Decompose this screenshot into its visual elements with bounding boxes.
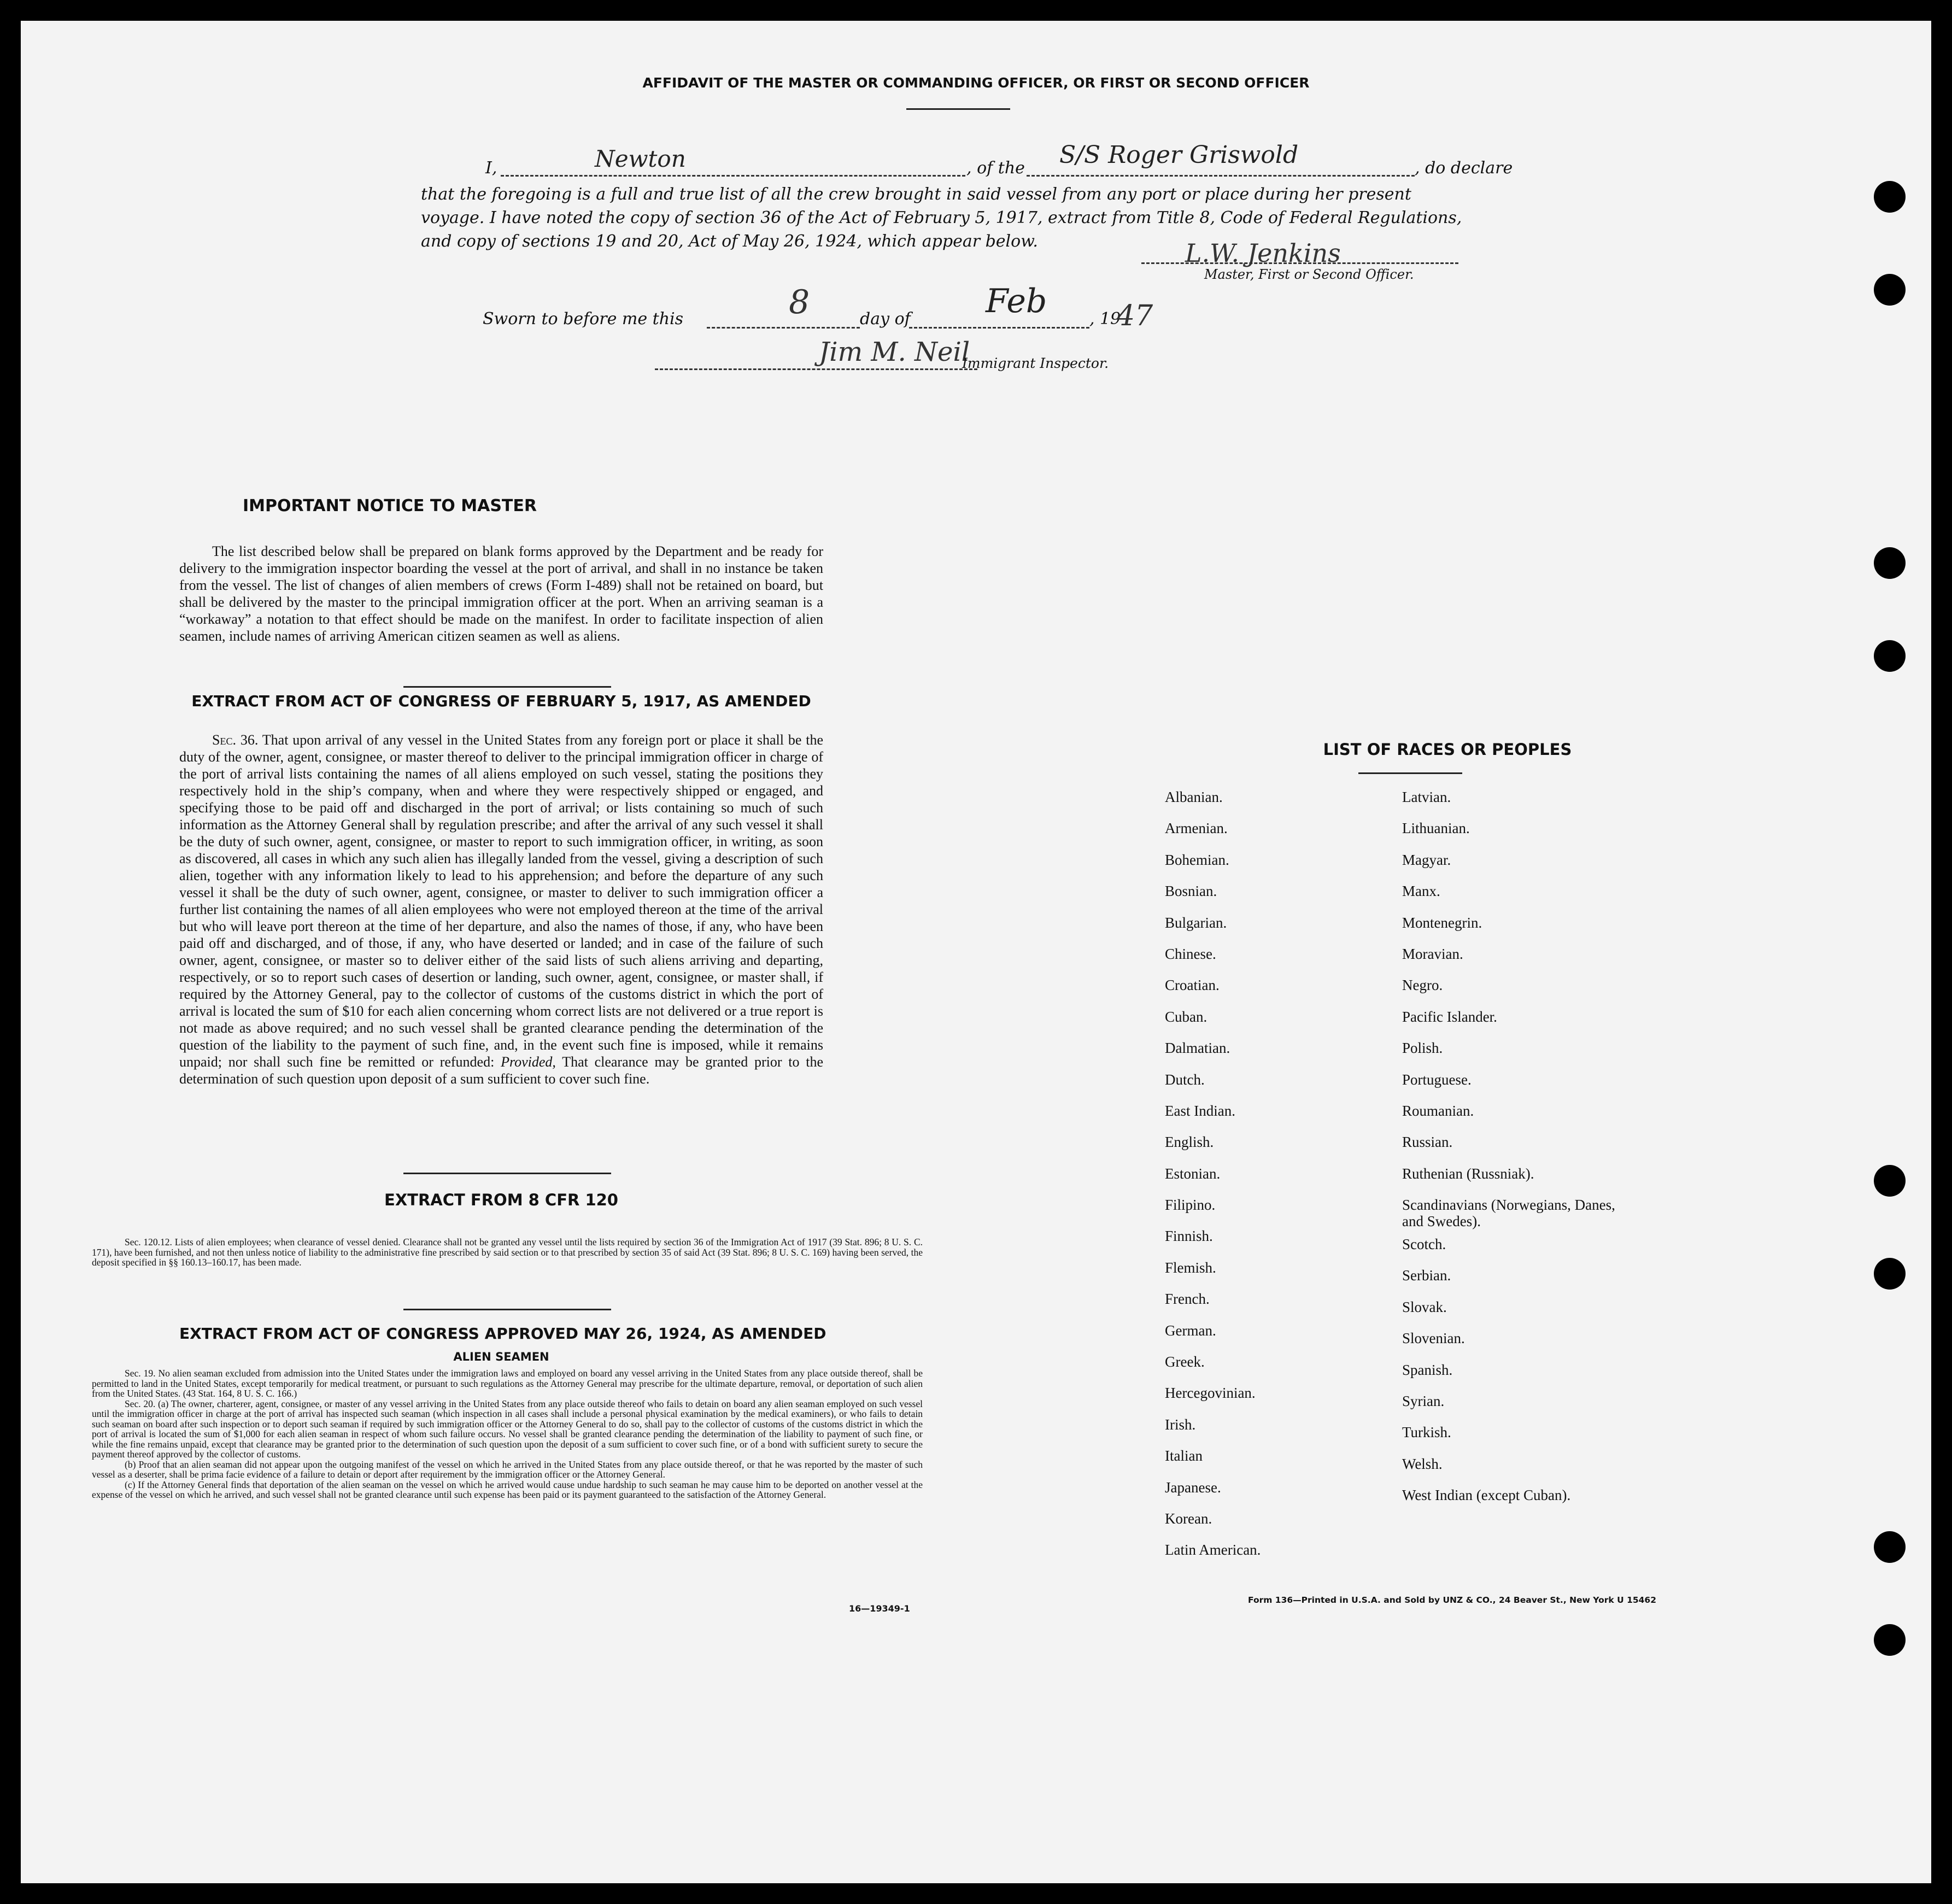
race-item: Ruthenian (Russniak). <box>1402 1165 1534 1182</box>
cfr-paragraph: Sec. 120.12. Lists of alien employees; when clearance of vessel denied. Clearance shall not be granted any vessel until the lists required by section 36 of the Immigration Act of 1917 (39 Stat. 896; 8 U. S. C. 171), have been furnished, and not then unless notice of liability to the administrative fine prescribed by said section or to that prescribed by section 35 of said Act (39 Stat. 896; 8 U. S. C. 169) having been served, the deposit specified in §§ 160.13–160.17, has been made. <box>92 1237 923 1268</box>
race-item: Russian. <box>1402 1134 1453 1151</box>
race-item: English. <box>1165 1134 1214 1151</box>
sworn-year-handwritten: 47 <box>1117 300 1153 332</box>
race-item: Moravian. <box>1402 945 1463 962</box>
race-item: Cuban. <box>1165 1008 1207 1025</box>
race-item: Polish. <box>1402 1040 1443 1057</box>
divider <box>403 686 611 688</box>
race-item: Portuguese. <box>1402 1071 1472 1088</box>
cfr-text <box>92 1237 923 1268</box>
race-item: East Indian. <box>1165 1102 1235 1119</box>
punch-hole <box>1874 274 1906 306</box>
race-item: Slovenian. <box>1402 1330 1465 1347</box>
affidavit-body-line: voyage. I have noted the copy of section 36 of the Act of February 5, 1917, extract from Title 8, Code of Federal Regulations, <box>421 208 1462 227</box>
affidavit-title: AFFIDAVIT OF THE MASTER OR COMMANDING OFFICER, OR FIRST OR SECOND OFFICER <box>642 75 1310 91</box>
race-item: Magyar. <box>1402 851 1451 868</box>
race-item: Welsh. <box>1402 1455 1443 1472</box>
punch-hole <box>1874 1624 1906 1656</box>
race-item: Finnish. <box>1165 1228 1213 1245</box>
officer-signature: L.W. Jenkins <box>1185 238 1341 268</box>
act-1917-sec-label: Sec. 36. <box>212 732 259 748</box>
punch-hole <box>1874 1258 1906 1290</box>
notice-heading: IMPORTANT NOTICE TO MASTER <box>243 496 537 515</box>
sec20b-paragraph: (b) Proof that an alien seaman did not appear upon the outgoing manifest of the vessel on which he arrived in the United States from any place outside thereof, or that he was reported by the master of such vessel as a deserter, shall be prima facie evidence of a failure to detain or deport after requirement by the immigration officer or the Attorney General. <box>92 1458 923 1480</box>
act-1917-body-end: That clearance may be granted prior to the determination of such question upon deposit of a sum sufficient to cover such fine. <box>179 1054 824 1087</box>
punch-hole <box>1874 640 1906 672</box>
divider <box>403 1309 611 1310</box>
race-item: Japanese. <box>1165 1479 1221 1496</box>
do-declare-label: , do declare <box>1415 159 1513 178</box>
race-item: Pacific Islander. <box>1402 1008 1497 1025</box>
race-item: Latin American. <box>1165 1542 1261 1559</box>
master-name-handwritten: Newton <box>595 145 686 172</box>
race-item: Croatian. <box>1165 977 1220 994</box>
affidavit-body-line: that the foregoing is a full and true list of all the crew brought in said vessel from any port or place during her present <box>421 185 1411 204</box>
i-label: I, <box>485 159 497 178</box>
race-item: Scotch. <box>1402 1236 1446 1253</box>
sec19-paragraph: Sec. 19. No alien seaman excluded from admission into the United States under the immigration laws and employed on board any vessel arriving in the United States from any place outside thereof, shall be permitted to land in the United States, except temporarily for medical treatment, or pursuant to such regulations as the Attorney General may prescribe for the ultimate departure, removal, or deportation of such alien from the United States. (43 Stat. 164, 8 U. S. C. 166.) <box>92 1368 923 1399</box>
divider <box>906 108 1010 110</box>
sworn-label: Sworn to before me this <box>483 309 684 329</box>
divider <box>403 1173 611 1174</box>
race-item: Bosnian. <box>1165 883 1217 900</box>
race-item: Albanian. <box>1165 789 1223 805</box>
race-item: Latvian. <box>1402 789 1451 805</box>
races-heading: LIST OF RACES OR PEOPLES <box>1323 740 1572 759</box>
race-item: French. <box>1165 1291 1210 1308</box>
race-item: Greek. <box>1165 1354 1205 1370</box>
punch-hole <box>1874 181 1906 213</box>
sworn-month-handwritten: Feb <box>986 282 1047 320</box>
race-item: German. <box>1165 1322 1216 1339</box>
race-item: Irish. <box>1165 1416 1196 1433</box>
race-item: Turkish. <box>1402 1424 1451 1441</box>
act-1917-body: That upon arrival of any vessel in the United States from any foreign port or place it shall be the duty of the owner, agent, consignee, or master thereof to deliver to the principal immigration officer in charge of the port of arrival lists containing the names of all aliens employed on such vessel, stating the positions they respectively hold in the ship’s company, when and where they were respectively shipped or engaged, and specifying those to be paid off and discharged in the port of arrival; or lists containing so much of such information as the Attorney General shall by regulation prescribe; and after the arrival of any such vessel it shall be the duty of such owner, agent, consignee, or master to report to such immigration officer, in writing, as soon as discovered, all cases in which any such alien has illegally landed from the vessel, giving a description of such alien, together with any information likely to lead to his apprehension; and before the departure of any such vessel it shall be the duty of such owner, agent, consignee, or master to deliver to such immigration officer a further list containing the names of all alien employees who were not employed thereon at the time of the arrival but who will leave port thereon at the time of her departure, and also the names of those, if any, who have been paid off and discharged, and of those, if any, who have deserted or landed; and in case of the failure of such owner, agent, consignee, or master so to deliver either of the said lists of such aliens arriving and departing, respectively, or so to report such cases of desertion or landing, such owner, agent, consignee, or master shall, if required by the Attorney General, pay to the collector of customs of the customs district in which the port of arrival is located the sum of $10 for each alien concerning whom correct lists are not delivered or a true report is not made as above required; and no such vessel shall be granted clearance pending the determination of the question of the liability to the payment of such fine, and, in the event such fine is imposed, while it remains unpaid; nor shall such fine be remitted or refunded: <box>179 732 824 1070</box>
race-item: Spanish. <box>1402 1361 1453 1378</box>
print-code: 16—19349-1 <box>849 1603 910 1614</box>
race-item: Hercegovinian. <box>1165 1385 1256 1402</box>
race-item: Filipino. <box>1165 1197 1216 1214</box>
race-item: Dalmatian. <box>1165 1040 1230 1057</box>
notice-paragraph: The list described below shall be prepared on blank forms approved by the Department and be ready for delivery to the immigration inspector boarding the vessel at the port of arrival, and shall in no instance be taken from the vessel. The list of changes of alien members of crews (Form I-489) shall not be retained on board, but shall be delivered by the master to the principal immigration officer at the port. When an arriving seaman is a “workaway” a notation to that effect should be made on the manifest. In order to facilitate inspection of alien seamen, include names of arriving American citizen seamen as well as aliens. <box>179 543 823 644</box>
race-item: Dutch. <box>1165 1071 1205 1088</box>
races-column-2 <box>1402 789 1632 1519</box>
race-item: Italian <box>1165 1448 1203 1464</box>
race-item: West Indian (except Cuban). <box>1402 1487 1571 1504</box>
act-1917-proviso: Provided, <box>501 1054 556 1070</box>
races-column-1 <box>1165 789 1261 1573</box>
race-item: Scandinavians (Norwegians, Danes, and Swedes). <box>1402 1197 1615 1230</box>
race-item: Syrian. <box>1402 1393 1445 1410</box>
sworn-line <box>483 283 1193 332</box>
act-1917-text <box>179 731 823 1087</box>
divider <box>1358 772 1462 774</box>
punch-hole <box>1874 1531 1906 1563</box>
race-item: Negro. <box>1402 977 1443 994</box>
act-1917-heading: EXTRACT FROM ACT OF CONGRESS OF FEBRUARY 5, 1917, AS AMENDED <box>191 692 811 710</box>
form-info: Form 136—Printed in U.S.A. and Sold by UNZ & CO., 24 Beaver St., New York U 15462 <box>1248 1595 1657 1605</box>
day-of-label: day of <box>860 309 911 329</box>
affidavit-declaration-line <box>485 141 1513 178</box>
race-item: Lithuanian. <box>1402 820 1470 837</box>
act-1924-subheading: ALIEN SEAMEN <box>453 1350 549 1363</box>
notice-text <box>179 543 823 645</box>
race-item: Flemish. <box>1165 1259 1216 1276</box>
act-1924-heading: EXTRACT FROM ACT OF CONGRESS APPROVED MAY 26, 1924, AS AMENDED <box>179 1325 826 1343</box>
race-item: Serbian. <box>1402 1267 1451 1284</box>
race-item: Bohemian. <box>1165 851 1229 868</box>
race-item: Manx. <box>1402 883 1440 900</box>
race-item: Bulgarian. <box>1165 914 1227 931</box>
race-item: Chinese. <box>1165 945 1216 962</box>
form-page <box>21 21 1931 1883</box>
race-item: Armenian. <box>1165 820 1228 837</box>
inspector-signature: Jim M. Neil <box>819 337 970 367</box>
of-the-label: , of the <box>966 159 1025 178</box>
cfr-heading: EXTRACT FROM 8 CFR 120 <box>384 1191 618 1209</box>
punch-hole <box>1874 547 1906 579</box>
race-item: Slovak. <box>1402 1298 1447 1315</box>
inspector-caption: Immigrant Inspector. <box>962 355 1109 371</box>
year-prefix-label: , 19 <box>1089 309 1121 329</box>
punch-hole <box>1874 1165 1906 1197</box>
sworn-day-handwritten: 8 <box>789 283 810 321</box>
race-item: Montenegrin. <box>1402 914 1482 931</box>
sec20c-paragraph: (c) If the Attorney General finds that deportation of the alien seaman on the vessel on which he arrived would cause undue hardship to such seaman he may cause him to be deported on another vessel at the expense of the vessel on which he arrived, and such vessel shall not be granted clearance until such expense has been paid or its payment guaranteed to the satisfaction of the Attorney General. <box>92 1479 923 1500</box>
race-item: Korean. <box>1165 1510 1212 1527</box>
race-item: Estonian. <box>1165 1165 1221 1182</box>
vessel-name-handwritten: S/S Roger Griswold <box>1059 141 1299 169</box>
sec20a-paragraph: Sec. 20. (a) The owner, charterer, agent, consignee, or master of any vessel arriving in the United States from any place outside thereof who fails to detain on board any alien seaman employed on such vessel until the immigration officer in charge at the port of arrival has inspected such seaman (which inspection in all cases shall include a personal physical examination by the medical examiners), or who fails to detain such seaman on board after such inspection or to deport such seaman if required by such immigration officer or the Attorney General to do so, shall pay to the collector of customs of the customs district in which the port of arrival is located the sum of $1,000 for each alien seaman in respect of whom such failure occurs. No vessel shall be granted clearance pending the determination of the liability to payment of such fine, or while the fine remains unpaid, except that clearance may be granted prior to the determination of such question upon the deposit of a sum sufficient to cover such fine, or of a bond with sufficient surety to secure the payment thereof approved by the collector of customs. <box>92 1398 923 1460</box>
affidavit-body-line: and copy of sections 19 and 20, Act of May 26, 1924, which appear below. <box>421 232 1038 251</box>
act-1924-text <box>92 1368 923 1500</box>
race-item: Roumanian. <box>1402 1102 1474 1119</box>
officer-caption: Master, First or Second Officer. <box>1204 267 1414 282</box>
